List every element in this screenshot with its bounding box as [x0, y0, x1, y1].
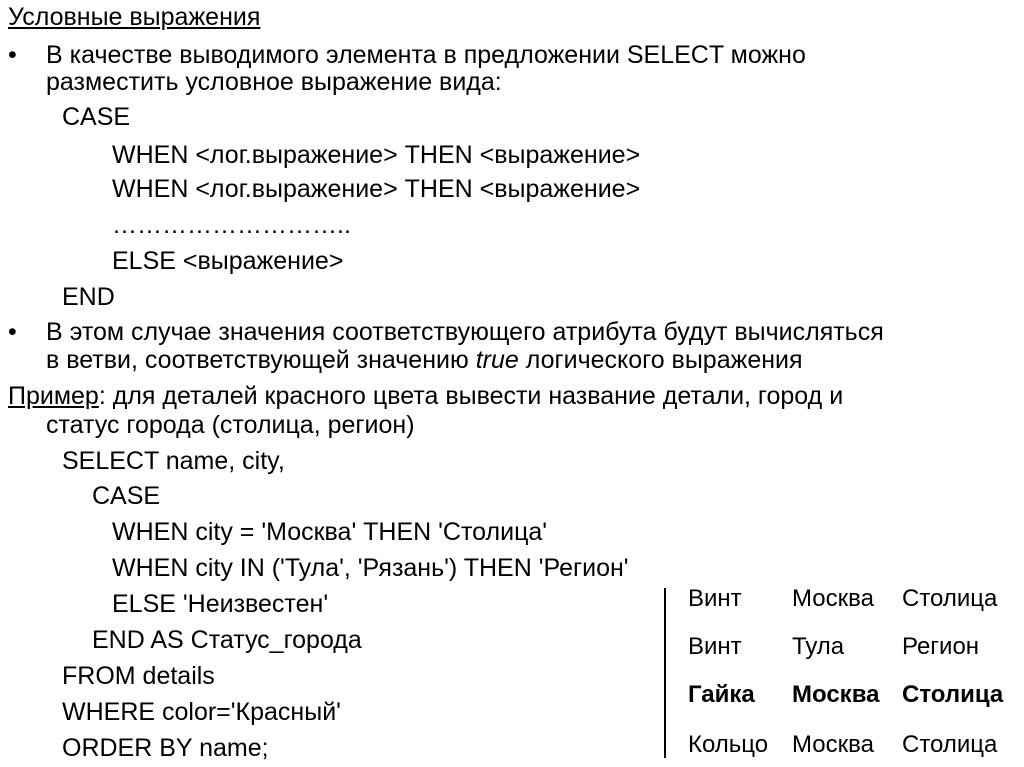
example-line2: статус города (столица, регион) [46, 411, 415, 439]
example-label: Пример [8, 382, 99, 410]
result-cell-status: Столица [902, 585, 998, 612]
bullet1-line1: В качестве выводимого элемента в предложении SELECT можно [46, 41, 806, 69]
result-cell-city: Москва [792, 731, 874, 758]
query-else: ELSE 'Неизвестен' [112, 590, 329, 618]
result-cell-status: Столица [902, 681, 1004, 708]
result-cell-status: Столица [902, 731, 998, 758]
bullet1-line2: разместить условное выражение вида: [46, 68, 502, 96]
bullet-marker: • [8, 318, 17, 346]
bullet2-true-word: true [475, 346, 519, 374]
syntax-case: CASE [62, 103, 131, 131]
example-line1 [8, 381, 843, 411]
syntax-dots: ……………………….. [112, 211, 351, 239]
bullet2-line2 [46, 345, 803, 375]
syntax-else: ELSE <выражение> [112, 247, 344, 275]
bullet2-line2-before: в ветви, соответствующей значению [46, 346, 476, 374]
query-when2: WHEN city IN ('Тула', 'Рязань') THEN 'Регион' [112, 554, 629, 582]
query-from: FROM details [62, 662, 215, 690]
query-order: ORDER BY name; [62, 734, 269, 762]
bullet-marker: • [8, 41, 17, 69]
page-title: Условные выражения [8, 3, 261, 31]
result-divider [664, 588, 666, 758]
result-cell-name: Винт [688, 585, 742, 612]
bullet2-line2-after: логического выражения [518, 346, 803, 374]
bullet2-line1: В этом случае значения соответствующего атрибута будут вычисляться [46, 318, 884, 346]
query-end: END AS Статус_города [92, 626, 362, 654]
example-line1-rest: : для деталей красного цвета вывести название детали, город и [98, 382, 844, 410]
query-where: WHERE color='Красный' [62, 698, 341, 726]
result-cell-name: Гайка [688, 681, 755, 708]
query-case: CASE [92, 482, 161, 510]
query-select: SELECT name, city, [62, 447, 285, 475]
result-cell-city: Тула [792, 633, 845, 660]
syntax-when2: WHEN <лог.выражение> THEN <выражение> [112, 175, 641, 203]
result-cell-name: Винт [688, 633, 742, 660]
result-cell-status: Регион [902, 633, 980, 660]
syntax-end: END [62, 283, 115, 311]
result-cell-name: Кольцо [688, 731, 769, 758]
result-cell-city: Москва [792, 585, 874, 612]
result-cell-city: Москва [792, 681, 880, 708]
syntax-when1: WHEN <лог.выражение> THEN <выражение> [112, 141, 641, 169]
query-when1: WHEN city = 'Москва' THEN 'Столица' [112, 518, 548, 546]
